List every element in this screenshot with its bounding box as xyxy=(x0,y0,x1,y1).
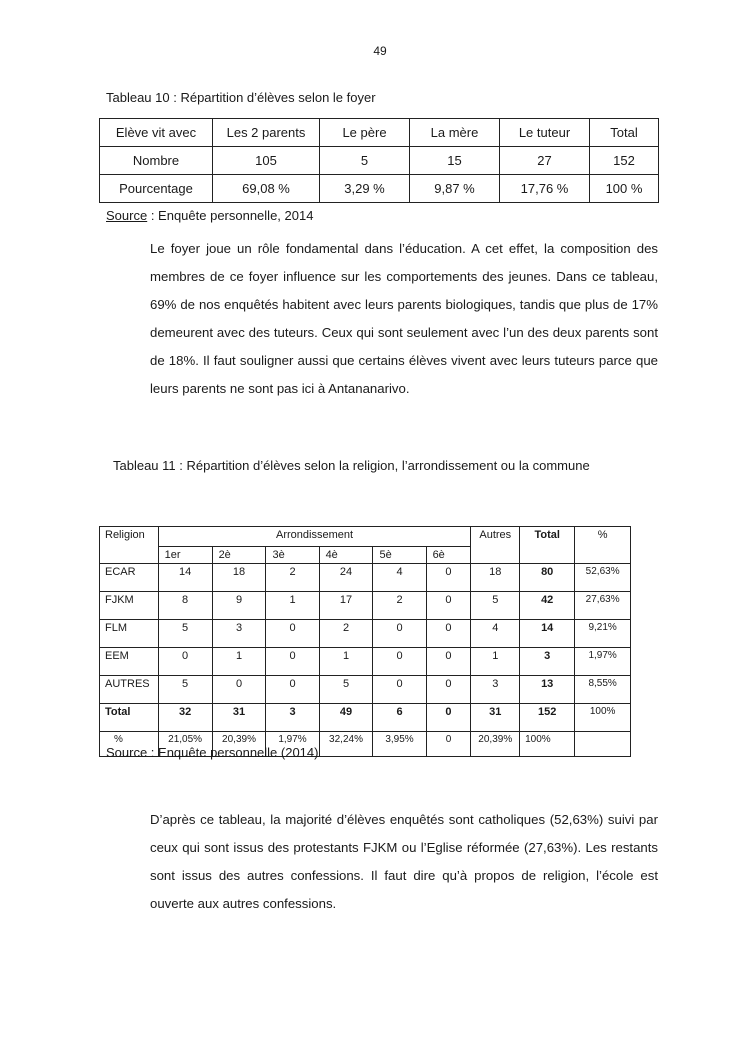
table-cell: 31 xyxy=(212,704,266,732)
paragraph-text: D’après ce tableau, la majorité d’élèves enquêtés sont catholiques (52,63%) suivi par ceux qui sont issus des protestants FJKM ou l’Eglise réformée (27,63%). Les restants sont issus des autres confessions. Il faut dire qu’à propos de religion, l’école est ouverte aux autres confessions. xyxy=(150,812,658,911)
table-cell: 9,87 % xyxy=(410,175,500,203)
table-row xyxy=(100,592,631,620)
table-total-row xyxy=(100,704,631,732)
table-header-cell: Autres xyxy=(471,527,520,564)
table11-caption: Tableau 11 : Répartition d’élèves selon la religion, l’arrondissement ou la commune xyxy=(113,458,590,473)
table-cell: 2 xyxy=(319,620,373,648)
table-header-cell: 1er xyxy=(158,547,212,564)
table-cell: 0 xyxy=(266,676,319,704)
table-cell: 18 xyxy=(212,564,266,592)
table-cell: 3 xyxy=(212,620,266,648)
table-cell: 3,95% xyxy=(373,732,426,757)
table-cell-total: 3 xyxy=(520,648,575,676)
table-cell: 27 xyxy=(500,147,590,175)
table-cell-total: 100% xyxy=(520,732,575,757)
source-text: : Enquête personnelle, 2014 xyxy=(147,208,314,223)
table-header-cell: Le père xyxy=(320,119,410,147)
table-row xyxy=(100,564,631,592)
table-cell: 17,76 % xyxy=(500,175,590,203)
table-cell: 17 xyxy=(319,592,373,620)
table-cell: 2 xyxy=(373,592,426,620)
table-cell-percent: 52,63% xyxy=(575,564,631,592)
table-cell: 1,97% xyxy=(266,732,319,757)
table-cell: 0 xyxy=(266,620,319,648)
table-header-cell: % xyxy=(575,527,631,564)
table-cell: 100 % xyxy=(590,175,659,203)
table-cell: 0 xyxy=(373,676,426,704)
table-header-cell: Elève vit avec xyxy=(100,119,213,147)
table-cell: 0 xyxy=(426,732,471,757)
table-cell: 18 xyxy=(471,564,520,592)
table-cell-percent: 27,63% xyxy=(575,592,631,620)
table-cell: 3 xyxy=(471,676,520,704)
table-cell: 0 xyxy=(212,676,266,704)
table-cell: 5 xyxy=(471,592,520,620)
table-cell: 49 xyxy=(319,704,373,732)
table-cell: 1 xyxy=(319,648,373,676)
table-header-cell: Religion xyxy=(100,527,159,564)
table-cell: 5 xyxy=(158,676,212,704)
table10-caption: Tableau 10 : Répartition d’élèves selon le foyer xyxy=(106,90,376,105)
table-cell-total: 80 xyxy=(520,564,575,592)
table-cell: 8 xyxy=(158,592,212,620)
table10-source xyxy=(106,208,313,223)
table-header-cell: Les 2 parents xyxy=(213,119,320,147)
paragraph-household xyxy=(107,235,658,403)
table-cell: 0 xyxy=(426,676,471,704)
table-cell-percent: 9,21% xyxy=(575,620,631,648)
table-cell: 0 xyxy=(266,648,319,676)
table-header-row xyxy=(100,119,659,147)
table-header-cell: 5è xyxy=(373,547,426,564)
table-cell: 1 xyxy=(266,592,319,620)
table-cell: 6 xyxy=(373,704,426,732)
table-row xyxy=(100,676,631,704)
table-cell: Nombre xyxy=(100,147,213,175)
table-cell: 21,05% xyxy=(158,732,212,757)
table-cell-percent: 8,55% xyxy=(575,676,631,704)
table-cell: 15 xyxy=(410,147,500,175)
table-row xyxy=(100,147,659,175)
table-cell: Pourcentage xyxy=(100,175,213,203)
table-header-cell: Arrondissement xyxy=(158,527,471,547)
table-cell: 3,29 % xyxy=(320,175,410,203)
table-cell: 9 xyxy=(212,592,266,620)
table-row-label: % xyxy=(100,732,159,757)
table-row-label: FJKM xyxy=(100,592,159,620)
table-header-cell: 4è xyxy=(319,547,373,564)
table-cell: 1 xyxy=(471,648,520,676)
table-cell: 4 xyxy=(373,564,426,592)
table-row-label: AUTRES xyxy=(100,676,159,704)
table11-religion xyxy=(99,526,631,757)
table-cell: 4 xyxy=(471,620,520,648)
table-cell-percent: 100% xyxy=(575,704,631,732)
table-cell: 3 xyxy=(266,704,319,732)
source-label: Source xyxy=(106,208,148,223)
table-cell: 69,08 % xyxy=(213,175,320,203)
table-header-cell: Total xyxy=(520,527,575,564)
table-cell: 0 xyxy=(426,704,471,732)
table-header-cell: 2è xyxy=(212,547,266,564)
table-cell: 5 xyxy=(319,676,373,704)
table-row-label: Total xyxy=(100,704,159,732)
table-cell: 1 xyxy=(212,648,266,676)
table-cell-percent: 1,97% xyxy=(575,648,631,676)
table-cell: 32,24% xyxy=(319,732,373,757)
table-row-label: FLM xyxy=(100,620,159,648)
page-number: 49 xyxy=(373,44,387,58)
table11-source: Source : Enquête personnelle (2014) xyxy=(106,745,319,760)
table-cell-total: 14 xyxy=(520,620,575,648)
table-cell: 24 xyxy=(319,564,373,592)
table-cell: 0 xyxy=(426,648,471,676)
table-cell-total: 152 xyxy=(520,704,575,732)
table-cell: 20,39% xyxy=(471,732,520,757)
table-cell: 2 xyxy=(266,564,319,592)
table-cell: 152 xyxy=(590,147,659,175)
table-cell: 14 xyxy=(158,564,212,592)
table-row-label: ECAR xyxy=(100,564,159,592)
table-cell: 0 xyxy=(426,592,471,620)
table-cell: 31 xyxy=(471,704,520,732)
table-cell: 0 xyxy=(426,620,471,648)
table-cell-total: 42 xyxy=(520,592,575,620)
table-cell: 20,39% xyxy=(212,732,266,757)
table-row xyxy=(100,648,631,676)
table-cell: 5 xyxy=(320,147,410,175)
table-header-cell: Total xyxy=(590,119,659,147)
table-cell: 0 xyxy=(158,648,212,676)
table-header-row xyxy=(100,527,631,547)
table-cell-total: 13 xyxy=(520,676,575,704)
table-header-cell: La mère xyxy=(410,119,500,147)
table-row xyxy=(100,175,659,203)
table-cell: 32 xyxy=(158,704,212,732)
table-cell: 0 xyxy=(426,564,471,592)
table-row xyxy=(100,620,631,648)
table-cell: 0 xyxy=(373,648,426,676)
table-cell: 0 xyxy=(373,620,426,648)
table-header-cell: 6è xyxy=(426,547,471,564)
table10-household xyxy=(99,118,659,203)
table-header-cell: Le tuteur xyxy=(500,119,590,147)
table-cell: 105 xyxy=(213,147,320,175)
table-header-cell: 3è xyxy=(266,547,319,564)
paragraph-text: Le foyer joue un rôle fondamental dans l’éducation. A cet effet, la composition des membres de ce foyer influence sur les comportements des jeunes. Dans ce tableau, 69% de nos enquêtés habitent avec leurs parents biologiques, tandis que plus de 17% demeurent avec des tuteurs. Ceux qui sont seulement avec l’un des deux parents sont de 18%. Il faut souligner aussi que certains élèves vivent avec leurs tuteurs parce que leurs parents ne sont pas ici à Antananarivo. xyxy=(150,241,658,396)
table-cell-percent xyxy=(575,732,631,757)
table-row-label: EEM xyxy=(100,648,159,676)
table-cell: 5 xyxy=(158,620,212,648)
paragraph-religion xyxy=(107,806,658,918)
